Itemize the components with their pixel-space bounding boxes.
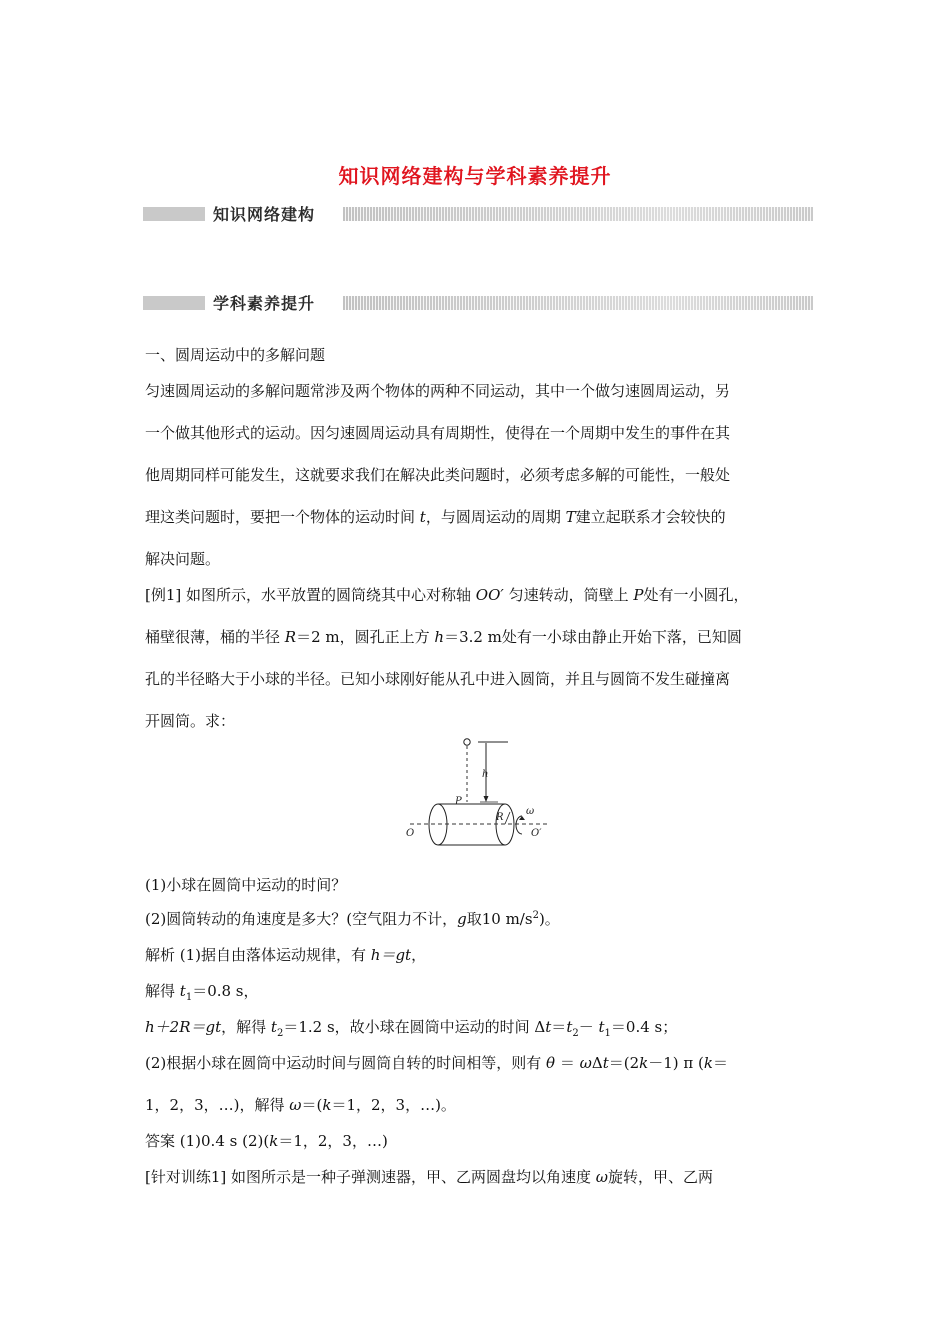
var-k: k — [703, 1054, 713, 1072]
subscript: 2 — [572, 1028, 579, 1039]
intro-line-4 — [145, 506, 726, 527]
var-t: t — [545, 1018, 552, 1036]
question-text: )。 — [538, 910, 560, 928]
answer-text: 答案 (1)0.4 s (2)( — [145, 1132, 270, 1150]
solution-text: ＝ — [712, 1054, 728, 1072]
label-h: h — [482, 769, 489, 780]
var-t: t — [566, 1018, 573, 1036]
superscript: 2 — [532, 910, 539, 921]
example-text: 处有一小圆孔， — [643, 586, 749, 604]
intro-line-1: 匀速圆周运动的多解问题常涉及两个物体的两种不同运动，其中一个做匀速圆周运动，另 — [145, 382, 731, 400]
section-header-network — [143, 203, 813, 225]
solution-text: － — [578, 1018, 599, 1036]
solution-text: Δ — [591, 1054, 603, 1072]
var-t: t — [598, 1018, 605, 1036]
solution-line-3 — [145, 1016, 677, 1039]
section-header-literacy — [143, 292, 813, 314]
answer-text: ＝1，2，3，…) — [278, 1132, 388, 1150]
example-text: 桶壁很薄，桶的半径 — [145, 628, 285, 646]
intro-line-5: 解决问题。 — [145, 550, 221, 568]
intro-text: ，与圆周运动的周期 — [425, 508, 566, 526]
intro-line-2: 一个做其他形式的运动。因匀速圆周运动具有周期性，使得在一个周期中发生的事件在其 — [145, 424, 731, 442]
solution-text: 解得 — [145, 982, 180, 1000]
example-text: [例1] 如图所示，水平放置的圆筒绕其中心对称轴 — [145, 586, 476, 604]
var-omega: ω — [595, 1168, 609, 1186]
solution-text: ＝ — [555, 1054, 580, 1072]
solution-text: ，解得 — [221, 1018, 271, 1036]
question-text: (2)圆筒转动的角速度是多大？(空气阻力不计， — [145, 910, 458, 928]
solution-line-4 — [145, 1052, 728, 1073]
topic-heading: 一、圆周运动中的多解问题 — [145, 346, 326, 364]
example-line-1 — [145, 584, 748, 605]
solution-text: (2)根据小球在圆筒中运动时间与圆筒自转的时间相等，则有 — [145, 1054, 547, 1072]
subscript: 1 — [185, 992, 193, 1003]
section-title-network: 知识网络建构 — [213, 205, 316, 224]
solution-line-5 — [145, 1094, 456, 1115]
var-t: t — [419, 508, 426, 526]
training-text: 旋转，甲、乙两 — [608, 1168, 714, 1186]
example-text: ＝2 m，圆孔正上方 — [296, 628, 435, 646]
var-p: P — [633, 586, 644, 604]
label-r: R — [496, 812, 504, 823]
solution-text: 1，2，3，…)，解得 — [145, 1096, 290, 1114]
solution-text: ＝(2 — [608, 1054, 640, 1072]
var-T: T — [565, 508, 576, 526]
solution-text: ＝ — [551, 1018, 567, 1036]
page-title: 知识网络建构与学科素养提升 — [338, 164, 612, 188]
label-omega: ω — [526, 806, 535, 817]
var-t: t — [602, 1054, 609, 1072]
label-o-prime: O′ — [531, 828, 542, 839]
example-line-2 — [145, 626, 742, 647]
section-bar-right-decoration — [343, 296, 813, 310]
example-line-4: 开圆筒。求： — [145, 712, 236, 730]
label-o: O — [406, 828, 415, 839]
equation: h＋2R＝gt — [145, 1018, 222, 1036]
training-line-1 — [145, 1166, 713, 1187]
var-omega: ω — [289, 1096, 302, 1114]
example-line-3: 孔的半径略大于小球的半径。已知小球刚好能从孔中进入圆筒，并且与圆筒不发生碰撞离 — [145, 670, 731, 688]
ball-icon — [464, 739, 470, 745]
question-text: 取10 m/s — [466, 910, 533, 928]
var-g: g — [457, 910, 467, 928]
solution-text: ＝1.2 s，故小球在圆筒中运动的时间 Δ — [283, 1018, 546, 1036]
height-arrow-head — [484, 796, 489, 802]
var-theta: θ — [546, 1054, 556, 1072]
var-r: R — [284, 628, 297, 646]
solution-text: ＝0.8 s， — [192, 982, 259, 1000]
solution-text: 解析 (1)据自由落体运动规律，有 — [145, 946, 371, 964]
var-omega: ω — [579, 1054, 592, 1072]
example-text: ＝3.2 m处有一小球由静止开始下落，已知圆 — [444, 628, 742, 646]
var-h: h — [434, 628, 445, 646]
var-k: k — [639, 1054, 649, 1072]
subscript: 2 — [276, 1028, 284, 1039]
answer-line — [145, 1130, 388, 1151]
solution-line-1 — [145, 944, 426, 965]
example-text: 匀速转动，筒壁上 — [503, 586, 634, 604]
solution-text: ＝( — [301, 1096, 323, 1114]
label-p: P — [455, 796, 462, 807]
solution-text: ＝1，2，3，…)。 — [331, 1096, 456, 1114]
intro-text: 建立起联系才会较快的 — [575, 508, 726, 526]
section-title-literacy: 学科素养提升 — [213, 294, 316, 313]
cylinder-figure — [398, 734, 558, 846]
equation: h＝gt — [370, 946, 412, 964]
var-t: t — [179, 982, 186, 1000]
var-t: t — [270, 1018, 277, 1036]
solution-line-2 — [145, 980, 259, 1003]
section-bar-right-decoration — [343, 207, 813, 221]
var-k: k — [269, 1132, 279, 1150]
training-text: [针对训练1] 如图所示是一种子弹测速器，甲、乙两圆盘均以角速度 — [145, 1168, 596, 1186]
section-bar-left-decoration — [143, 296, 205, 310]
intro-text: 理这类问题时，要把一个物体的运动时间 — [145, 508, 420, 526]
var-oo: OO′ — [475, 586, 504, 604]
question-1: (1)小球在圆筒中运动的时间？ — [145, 876, 347, 894]
var-k: k — [322, 1096, 332, 1114]
intro-line-3: 他周期同样可能发生，这就要求我们在解决此类问题时，必须考虑多解的可能性，一般处 — [145, 466, 731, 484]
question-2 — [145, 908, 560, 929]
solution-text: ， — [411, 946, 427, 964]
solution-text: －1) π ( — [648, 1054, 704, 1072]
section-bar-left-decoration — [143, 207, 205, 221]
subscript: 1 — [604, 1028, 611, 1039]
solution-text: ＝0.4 s； — [610, 1018, 678, 1036]
